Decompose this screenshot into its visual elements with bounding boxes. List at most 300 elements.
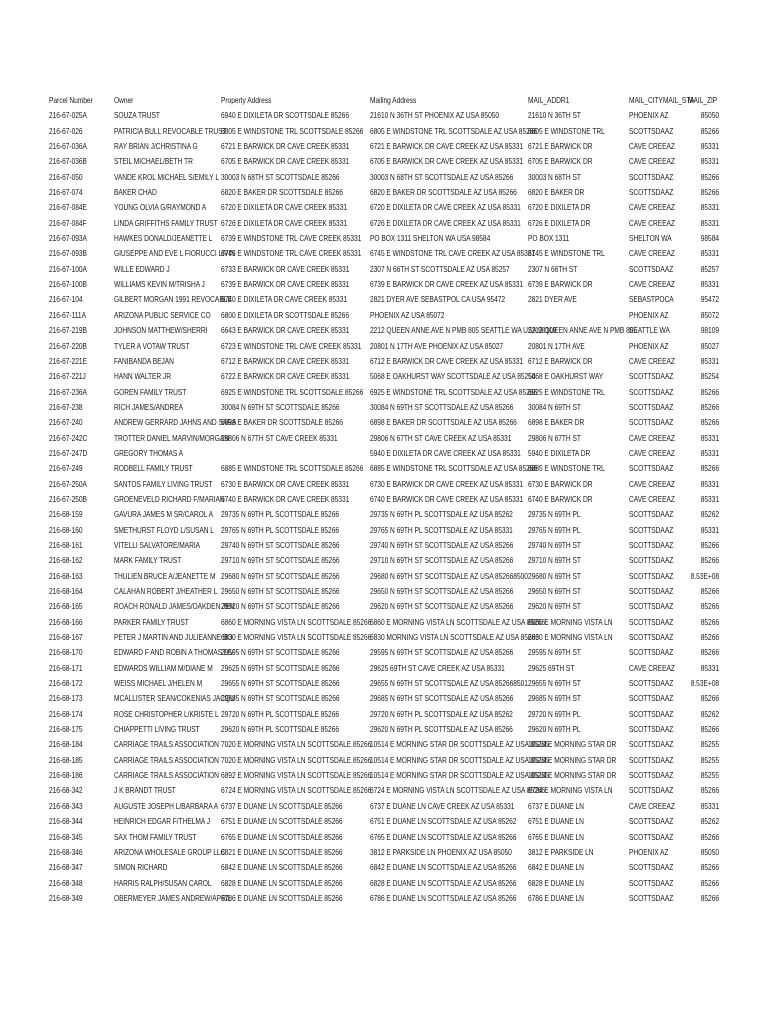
mailing-address-cell: 10514 E MORNING STAR DR SCOTTSDALE AZ USA 85255 [370, 739, 549, 750]
mail-addr1-cell: 6751 E DUANE LN [528, 816, 584, 827]
mail-addr1-cell: 30084 N 69TH ST [528, 401, 581, 412]
mailing-address-cell: 6726 E DIXILETA DR CAVE CREEK AZ USA 85331 [370, 217, 521, 228]
mail-city-state-cell: SEBASTPOCA [629, 294, 674, 305]
property-address-cell: 6898 E BAKER DR SCOTTSDALE 85266 [221, 417, 343, 428]
mail-addr1-cell: 6721 E BARWICK DR [528, 141, 593, 152]
mailing-address-cell: 30084 N 69TH ST SCOTTSDALE AZ USA 85266 [370, 401, 514, 412]
property-address-cell: 6828 E DUANE LN SCOTTSDALE 85266 [221, 877, 343, 888]
owner-cell: ANDREW GERRARD JAHNS AND SARA [114, 417, 237, 428]
table-row [0, 676, 770, 691]
parcel-number-cell: 216-67-249 [49, 463, 83, 474]
mail-zip-cell: 85266 [700, 601, 719, 612]
table-row [0, 507, 770, 522]
parcel-number-cell: 216-68-342 [49, 785, 83, 796]
parcel-number-cell: 216-67-026 [49, 125, 83, 136]
parcel-number-cell: 216-67-242C [49, 432, 88, 443]
parcel-number-cell: 216-68-163 [49, 570, 83, 581]
parcel-number-cell: 216-68-347 [49, 862, 83, 873]
property-address-cell: 6821 E DUANE LN SCOTTSDALE 85266 [221, 846, 343, 857]
mail-city-state-cell: SEATTLE WA [629, 325, 670, 336]
property-address-cell: 6739 E BARWICK DR CAVE CREEK 85331 [221, 279, 350, 290]
property-address-cell: 6643 E BARWICK DR CAVE CREEK 85331 [221, 325, 350, 336]
table-row [0, 722, 770, 737]
mail-addr1-cell: 6726 E DIXILETA DR [528, 217, 591, 228]
parcel-number-cell: 216-68-172 [49, 678, 83, 689]
mail-zip-cell: 85262 [700, 509, 719, 520]
mail-addr1-cell: 2821 DYER AVE [528, 294, 577, 305]
property-address-cell: 29740 N 69TH ST SCOTTSDALE 85266 [221, 539, 340, 550]
mail-city-state-cell: SCOTTSDAAZ [629, 171, 674, 182]
owner-cell: SIMON RICHARD [114, 862, 168, 873]
mail-zip-cell: 85266 [700, 539, 719, 550]
owner-cell: CARRIAGE TRAILS ASSOCIATION [114, 754, 219, 765]
header-mail-city-state: MAIL_CITYMAIL_STA [629, 95, 695, 105]
mailing-address-cell: 6737 E DUANE LN CAVE CREEK AZ USA 85331 [370, 800, 515, 811]
header-mail-zip: MAIL_ZIP [688, 95, 718, 105]
owner-cell: VITELLI SALVATORE/MARIA [114, 539, 201, 550]
mail-addr1-cell: 6737 E DUANE LN [528, 800, 584, 811]
mail-city-state-cell: SCOTTSDAAZ [629, 632, 674, 643]
owner-cell: HANN WALTER JR [114, 371, 171, 382]
mail-zip-cell: 85266 [700, 586, 719, 596]
owner-cell: SANTOS FAMILY LIVING TRUST [114, 478, 213, 489]
table-row [0, 385, 770, 400]
owner-cell: ARIZONA WHOLESALE GROUP LLC [114, 846, 226, 857]
mail-zip-cell: 85266 [700, 724, 719, 735]
mailing-address-cell: 3812 E PARKSIDE LN PHOENIX AZ USA 85050 [370, 846, 512, 857]
property-address-cell: 29595 N 69TH ST SCOTTSDALE 85266 [221, 647, 340, 658]
mail-city-state-cell: SCOTTSDAAZ [629, 708, 674, 719]
parcel-number-cell: 216-67-238 [49, 401, 83, 412]
mail-zip-cell: 85266 [700, 877, 719, 888]
table-row [0, 661, 770, 676]
mail-addr1-cell: 6860 E MORNING VISTA LN [528, 616, 613, 627]
parcel-number-cell: 216-67-100B [49, 279, 87, 290]
property-address-cell: 6720 E DIXILETA DR CAVE CREEK 85331 [221, 202, 348, 213]
mail-zip-cell: 85050 [700, 110, 719, 121]
mail-addr1-cell: 29806 N 67TH ST [528, 432, 581, 443]
mail-city-state-cell: CAVE CREEAZ [629, 355, 675, 366]
mail-zip-cell: 8.53E+08 [690, 678, 719, 689]
mail-city-state-cell: PHOENIX AZ [629, 340, 669, 351]
mailing-address-cell: 6712 E BARWICK DR CAVE CREEK AZ USA 85331 [370, 355, 524, 366]
owner-cell: FANIBANDA BEJAN [114, 355, 174, 366]
mail-city-state-cell: SCOTTSDAAZ [629, 263, 674, 274]
property-address-cell: 6745 E WINDSTONE TRL CAVE CREEK 85331 [221, 248, 362, 259]
mail-addr1-cell: 10514 E MORNING STAR DR [528, 739, 617, 750]
mail-city-state-cell: SCOTTSDAAZ [629, 601, 674, 612]
mail-addr1-cell: 6745 E WINDSTONE TRL [528, 248, 605, 259]
parcel-number-cell: 216-68-185 [49, 754, 83, 765]
table-row [0, 630, 770, 645]
owner-cell: SMETHURST FLOYD L/SUSAN L [114, 524, 214, 535]
table-row [0, 615, 770, 630]
mailing-address-cell: 6830 MORNING VISTA LN SCOTTSDALE AZ USA 85266 [370, 632, 539, 643]
parcel-number-cell: 216-68-166 [49, 616, 83, 627]
mail-city-state-cell: SCOTTSDAAZ [629, 586, 674, 596]
mail-city-state-cell: SCOTTSDAAZ [629, 401, 674, 412]
mail-city-state-cell: CAVE CREEAZ [629, 248, 675, 259]
mailing-address-cell: 29625 69TH ST CAVE CREEK AZ USA 85331 [370, 662, 505, 673]
mail-zip-cell: 85331 [700, 248, 719, 259]
parcel-table [0, 93, 770, 906]
table-row [0, 783, 770, 798]
mail-zip-cell: 85255 [700, 739, 719, 750]
mail-zip-cell: 85266 [700, 463, 719, 474]
mail-city-state-cell: SCOTTSDAAZ [629, 187, 674, 198]
owner-cell: HEINRICH EDGAR F/THELMA J [114, 816, 210, 827]
parcel-number-cell: 216-68-346 [49, 846, 83, 857]
mail-city-state-cell: SCOTTSDAAZ [629, 877, 674, 888]
owner-cell: EDWARD F AND ROBIN A THOMAS LIV [114, 647, 234, 658]
table-row [0, 707, 770, 722]
parcel-number-cell: 216-68-165 [49, 601, 83, 612]
parcel-number-cell: 216-67-104 [49, 294, 83, 305]
mailing-address-cell: 6842 E DUANE LN SCOTTSDALE AZ USA 85266 [370, 862, 517, 873]
parcel-number-cell: 216-67-221J [49, 371, 86, 382]
mail-zip-cell: 85331 [700, 202, 719, 213]
owner-cell: CHIAPPETTI LIVING TRUST [114, 724, 200, 735]
parcel-number-cell: 216-68-348 [49, 877, 83, 888]
mail-addr1-cell: 5940 E DIXILETA DR [528, 447, 591, 458]
mail-zip-cell: 85331 [700, 800, 719, 811]
mail-zip-cell: 85262 [700, 708, 719, 719]
mail-addr1-cell: 29685 N 69TH ST [528, 693, 581, 704]
mailing-address-cell: 6860 E MORNING VISTA LN SCOTTSDALE AZ USA 85266 [370, 616, 546, 627]
owner-cell: CALAHAN ROBERT J/HEATHER L [114, 586, 218, 596]
parcel-number-cell: 216-67-111A [49, 309, 86, 320]
owner-cell: GIUSEPPE AND EVE L FIORUCCI LIVIN [114, 248, 235, 259]
mail-addr1-cell: 21610 N 36TH ST [528, 110, 581, 121]
property-address-cell: 29720 N 69TH PL SCOTTSDALE 85266 [221, 708, 340, 719]
property-address-cell: 6730 E BARWICK DR CAVE CREEK 85331 [221, 478, 350, 489]
parcel-number-cell: 216-67-074 [49, 187, 83, 198]
property-address-cell: 6726 E DIXILETA DR CAVE CREEK 85331 [221, 217, 348, 228]
mail-city-state-cell: SCOTTSDAAZ [629, 463, 674, 474]
mail-zip-cell: 85257 [700, 263, 719, 274]
property-address-cell: 6786 E DUANE LN SCOTTSDALE 85266 [221, 892, 343, 903]
parcel-number-cell: 216-67-084E [49, 202, 87, 213]
mail-city-state-cell: SCOTTSDAAZ [629, 754, 674, 765]
mail-zip-cell: 85027 [700, 340, 719, 351]
parcel-number-cell: 216-68-173 [49, 693, 83, 704]
parcel-number-cell: 216-67-093B [49, 248, 87, 259]
table-row [0, 753, 770, 768]
mail-addr1-cell: 6830 E MORNING VISTA LN [528, 632, 613, 643]
table-row [0, 431, 770, 446]
table-row [0, 323, 770, 338]
parcel-number-cell: 216-67-093A [49, 233, 87, 244]
parcel-number-cell: 216-68-184 [49, 739, 83, 750]
mail-addr1-cell: 6740 E BARWICK DR [528, 493, 593, 504]
mailing-address-cell: 6805 E WINDSTONE TRL SCOTTSDALE AZ USA 85266 [370, 125, 538, 136]
table-row [0, 737, 770, 752]
table-row [0, 691, 770, 706]
owner-cell: GROENEVELD RICHARD F/MARIAN [114, 493, 225, 504]
mail-addr1-cell: 29765 N 69TH PL [528, 524, 581, 535]
owner-cell: OBERMEYER JAMES ANDREW/APRIL [114, 892, 232, 903]
mail-addr1-cell: 10514 E MORNING STAR DR [528, 754, 617, 765]
property-address-cell: 6740 E BARWICK DR CAVE CREEK 85331 [221, 493, 350, 504]
table-row [0, 124, 770, 139]
mail-addr1-cell: 3812 E PARKSIDE LN [528, 846, 594, 857]
parcel-number-cell: 216-67-084F [49, 217, 87, 228]
mail-city-state-cell: SCOTTSDAAZ [629, 831, 674, 842]
property-address-cell: 6820 E BAKER DR SCOTTSDALE 85266 [221, 187, 343, 198]
property-address-cell: 29650 N 69TH ST SCOTTSDALE 85266 [221, 586, 340, 596]
owner-cell: HARRIS RALPH/SUSAN CAROL [114, 877, 212, 888]
mail-city-state-cell: SCOTTSDAAZ [629, 570, 674, 581]
table-row [0, 538, 770, 553]
mail-addr1-cell: 29620 N 69TH PL [528, 724, 581, 735]
table-row [0, 154, 770, 169]
mailing-address-cell: 2821 DYER AVE SEBASTPOL CA USA 95472 [370, 294, 506, 305]
mailing-address-cell: 6898 E BAKER DR SCOTTSDALE AZ USA 85266 [370, 417, 517, 428]
table-row [0, 354, 770, 369]
owner-cell: ARIZONA PUBLIC SERVICE CO [114, 309, 211, 320]
mail-addr1-cell: 2212 QUEEN ANNE AVE N PMB 805 [528, 325, 638, 336]
table-row [0, 799, 770, 814]
property-address-cell: 6765 E DUANE LN SCOTTSDALE 85266 [221, 831, 343, 842]
mail-city-state-cell: SCOTTSDAAZ [629, 524, 674, 535]
mail-zip-cell: 85331 [700, 447, 719, 458]
parcel-number-cell: 216-67-236A [49, 386, 87, 397]
owner-cell: CARRIAGE TRAILS ASSOCIATION [114, 770, 219, 781]
owner-cell: ROACH RONALD JAMES/OAKDEN JEN [114, 601, 235, 612]
table-row [0, 492, 770, 507]
mail-city-state-cell: PHOENIX AZ [629, 110, 669, 121]
table-row [0, 845, 770, 860]
property-address-cell: 29806 N 67TH ST CAVE CREEK 85331 [221, 432, 338, 443]
mail-zip-cell: 85255 [700, 770, 719, 781]
mail-zip-cell: 85331 [700, 355, 719, 366]
mail-city-state-cell: CAVE CREEAZ [629, 493, 675, 504]
mail-addr1-cell: 29740 N 69TH ST [528, 539, 581, 550]
owner-cell: GAVURA JAMES M SR/CAROL A [114, 509, 213, 520]
table-row [0, 262, 770, 277]
mailing-address-cell: 20801 N 17TH AVE PHOENIX AZ USA 85027 [370, 340, 504, 351]
table-row [0, 891, 770, 906]
mail-city-state-cell: SCOTTSDAAZ [629, 539, 674, 550]
mail-zip-cell: 85331 [700, 478, 719, 489]
mail-zip-cell: 85266 [700, 632, 719, 643]
mailing-address-cell: 29595 N 69TH ST SCOTTSDALE AZ USA 85266 [370, 647, 514, 658]
mail-zip-cell: 85266 [700, 693, 719, 704]
mail-zip-cell: 85050 [700, 846, 719, 857]
mail-zip-cell: 85266 [700, 831, 719, 842]
mail-zip-cell: 85255 [700, 754, 719, 765]
property-address-cell: 6751 E DUANE LN SCOTTSDALE 85266 [221, 816, 343, 827]
property-address-cell: 6723 E WINDSTONE TRL CAVE CREEK 85331 [221, 340, 362, 351]
owner-cell: GREGORY THOMAS A [114, 447, 184, 458]
mailing-address-cell: 6925 E WINDSTONE TRL SCOTTSDALE AZ USA 85266 [370, 386, 538, 397]
mailing-address-cell: 6721 E BARWICK DR CAVE CREEK AZ USA 85331 [370, 141, 524, 152]
parcel-number-cell: 216-67-250B [49, 493, 87, 504]
mail-city-state-cell: SCOTTSDAAZ [629, 555, 674, 566]
mail-zip-cell: 85266 [700, 862, 719, 873]
property-address-cell: 6860 E MORNING VISTA LN SCOTTSDALE 85266 [221, 616, 372, 627]
owner-cell: RICH JAMES/ANDREA [114, 401, 184, 412]
property-address-cell: 30003 N 68TH ST SCOTTSDALE 85266 [221, 171, 340, 182]
mail-zip-cell: 85266 [700, 785, 719, 796]
mailing-address-cell: 29735 N 69TH PL SCOTTSDALE AZ USA 85262 [370, 509, 513, 520]
mail-city-state-cell: CAVE CREEAZ [629, 279, 675, 290]
table-row [0, 645, 770, 660]
parcel-number-cell: 216-67-240 [49, 417, 83, 428]
property-address-cell: 6940 E DIXILETA DR SCOTTSDALE 85266 [221, 110, 349, 121]
mail-zip-cell: 85331 [700, 524, 719, 535]
mail-city-state-cell: CAVE CREEAZ [629, 432, 675, 443]
header-row [0, 93, 770, 108]
property-address-cell: 29685 N 69TH ST SCOTTSDALE 85266 [221, 693, 340, 704]
header-parcel-number: Parcel Number [49, 95, 93, 105]
mail-city-state-cell: CAVE CREEAZ [629, 217, 675, 228]
parcel-number-cell: 216-68-344 [49, 816, 83, 827]
mail-zip-cell: 85266 [700, 555, 719, 566]
mail-zip-cell: 85331 [700, 662, 719, 673]
mail-zip-cell: 85331 [700, 217, 719, 228]
table-row [0, 170, 770, 185]
mail-zip-cell: 85266 [700, 892, 719, 903]
property-address-cell: 6739 E WINDSTONE TRL CAVE CREEK 85331 [221, 233, 362, 244]
owner-cell: WEISS MICHAEL J/HELEN M [114, 678, 203, 689]
parcel-number-cell: 216-67-100A [49, 263, 87, 274]
mail-city-state-cell: SCOTTSDAAZ [629, 125, 674, 136]
parcel-number-cell: 216-67-050 [49, 171, 83, 182]
table-row [0, 446, 770, 461]
mail-addr1-cell: 5068 E OAKHURST WAY [528, 371, 604, 382]
parcel-number-cell: 216-67-025A [49, 110, 87, 121]
mail-addr1-cell: 29620 N 69TH ST [528, 601, 581, 612]
owner-cell: WILLE EDWARD J [114, 263, 170, 274]
parcel-number-cell: 216-67-219B [49, 325, 87, 336]
table-row [0, 876, 770, 891]
parcel-number-cell: 216-67-247D [49, 447, 88, 458]
mailing-address-cell: 5068 E OAKHURST WAY SCOTTSDALE AZ USA 85254 [370, 371, 536, 382]
mail-addr1-cell: 6724 E MORNING VISTA LN [528, 785, 613, 796]
property-address-cell: 7020 E MORNING VISTA LN SCOTTSDALE 85266 [221, 754, 372, 765]
mail-city-state-cell: CAVE CREEAZ [629, 202, 675, 213]
parcel-number-cell: 216-67-036B [49, 156, 87, 167]
owner-cell: J K BRANDT TRUST [114, 785, 176, 796]
parcel-number-cell: 216-68-174 [49, 708, 83, 719]
mailing-address-cell: PHOENIX AZ USA 85072 [370, 309, 445, 320]
parcel-number-cell: 216-68-162 [49, 555, 83, 566]
mailing-address-cell: 29620 N 69TH ST SCOTTSDALE AZ USA 85266 [370, 601, 514, 612]
mailing-address-cell: 6786 E DUANE LN SCOTTSDALE AZ USA 85266 [370, 892, 517, 903]
parcel-number-cell: 216-68-160 [49, 524, 83, 535]
table-row [0, 369, 770, 384]
mail-addr1-cell: 29650 N 69TH ST [528, 586, 581, 596]
mail-addr1-cell: 6925 E WINDSTONE TRL [528, 386, 605, 397]
property-address-cell: 6740 E DIXILETA DR CAVE CREEK 85331 [221, 294, 348, 305]
mail-city-state-cell: CAVE CREEAZ [629, 156, 675, 167]
mail-city-state-cell: CAVE CREEAZ [629, 447, 675, 458]
mail-city-state-cell: SCOTTSDAAZ [629, 509, 674, 520]
mail-city-state-cell: SCOTTSDAAZ [629, 371, 674, 382]
mail-city-state-cell: SCOTTSDAAZ [629, 739, 674, 750]
mail-zip-cell: 85331 [700, 141, 719, 152]
mail-zip-cell: 85266 [700, 647, 719, 658]
mail-zip-cell: 85266 [700, 171, 719, 182]
property-address-cell: 29710 N 69TH ST SCOTTSDALE 85266 [221, 555, 340, 566]
owner-cell: HAWKES DONALD/JEANETTE L [114, 233, 213, 244]
table-row [0, 139, 770, 154]
table-row [0, 477, 770, 492]
owner-cell: MARK FAMILY TRUST [114, 555, 182, 566]
owner-cell: THULIEN BRUCE A/JEANETTE M [114, 570, 216, 581]
mail-addr1-cell: 30003 N 68TH ST [528, 171, 581, 182]
mailing-address-cell: 29765 N 69TH PL SCOTTSDALE AZ USA 85331 [370, 524, 513, 535]
mail-zip-cell: 85331 [700, 156, 719, 167]
owner-cell: YOUNG OLVIA G/RAYMOND A [114, 202, 207, 213]
parcel-number-cell: 216-68-170 [49, 647, 83, 658]
header-mailing-address: Mailing Address [370, 95, 417, 105]
owner-cell: WILLIAMS KEVIN M/TRISHA J [114, 279, 205, 290]
parcel-number-cell: 216-68-175 [49, 724, 83, 735]
mail-city-state-cell: CAVE CREEAZ [629, 800, 675, 811]
mail-addr1-cell: 6828 E DUANE LN [528, 877, 584, 888]
parcel-number-cell: 216-68-159 [49, 509, 83, 520]
mailing-address-cell: 29655 N 69TH ST SCOTTSDALE AZ USA 852668501 [370, 678, 528, 689]
property-address-cell: 6885 E WINDSTONE TRL SCOTTSDALE 85266 [221, 463, 364, 474]
mailing-address-cell: 6739 E BARWICK DR CAVE CREEK AZ USA 85331 [370, 279, 524, 290]
owner-cell: RAY BRIAN J/CHRISTINA G [114, 141, 198, 152]
property-address-cell: 6721 E BARWICK DR CAVE CREEK 85331 [221, 141, 350, 152]
mail-addr1-cell: 6885 E WINDSTONE TRL [528, 463, 605, 474]
owner-cell: GILBERT MORGAN 1991 REVOCABLE [114, 294, 232, 305]
mailing-address-cell: 6885 E WINDSTONE TRL SCOTTSDALE AZ USA 85266 [370, 463, 538, 474]
mailing-address-cell: 29710 N 69TH ST SCOTTSDALE AZ USA 85266 [370, 555, 514, 566]
mail-addr1-cell: PO BOX 1311 [528, 233, 570, 244]
parcel-number-cell: 216-67-036A [49, 141, 87, 152]
mail-city-state-cell: SCOTTSDAAZ [629, 892, 674, 903]
mailing-address-cell: 2212 QUEEN ANNE AVE N PMB 805 SEATTLE WA USA 98109 [370, 325, 557, 336]
property-address-cell: 6712 E BARWICK DR CAVE CREEK 85331 [221, 355, 350, 366]
mail-addr1-cell: 20801 N 17TH AVE [528, 340, 585, 351]
table-row [0, 860, 770, 875]
mail-addr1-cell: 6786 E DUANE LN [528, 892, 584, 903]
owner-cell: PETER J MARTIN AND JULIEANNE BO [114, 632, 233, 643]
mailing-address-cell: 6720 E DIXILETA DR CAVE CREEK AZ USA 85331 [370, 202, 521, 213]
property-address-cell: 29735 N 69TH PL SCOTTSDALE 85266 [221, 509, 340, 520]
property-address-cell: 29625 N 69TH ST SCOTTSDALE 85266 [221, 662, 340, 673]
mail-city-state-cell: SCOTTSDAAZ [629, 862, 674, 873]
property-address-cell: 6737 E DUANE LN SCOTTSDALE 85266 [221, 800, 343, 811]
parcel-number-cell: 216-67-220B [49, 340, 87, 351]
mailing-address-cell: 29620 N 69TH PL SCOTTSDALE AZ USA 85266 [370, 724, 513, 735]
property-address-cell: 6842 E DUANE LN SCOTTSDALE 85266 [221, 862, 343, 873]
mail-zip-cell: 98584 [700, 233, 719, 244]
mail-city-state-cell: CAVE CREEAZ [629, 141, 675, 152]
mailing-address-cell: PO BOX 1311 SHELTON WA USA 98584 [370, 233, 491, 244]
mailing-address-cell: 6745 E WINDSTONE TRL CAVE CREEK AZ USA 85331 [370, 248, 536, 259]
owner-cell: BAKER CHAD [114, 187, 157, 198]
table-row [0, 339, 770, 354]
owner-cell: STEIL MICHAEL/BETH TR [114, 156, 193, 167]
mail-addr1-cell: 6820 E BAKER DR [528, 187, 585, 198]
table-row [0, 584, 770, 599]
table-body [0, 108, 770, 906]
owner-cell: AUGUSTE JOSEPH L/BARBARA A [114, 800, 219, 811]
mail-addr1-cell: 10514 E MORNING STAR DR [528, 770, 617, 781]
parcel-number-cell: 216-67-221E [49, 355, 87, 366]
table-row [0, 553, 770, 568]
parcel-number-cell: 216-68-167 [49, 632, 83, 643]
mail-addr1-cell: 6705 E BARWICK DR [528, 156, 593, 167]
mail-zip-cell: 85266 [700, 417, 719, 428]
mail-city-state-cell: PHOENIX AZ [629, 309, 669, 320]
